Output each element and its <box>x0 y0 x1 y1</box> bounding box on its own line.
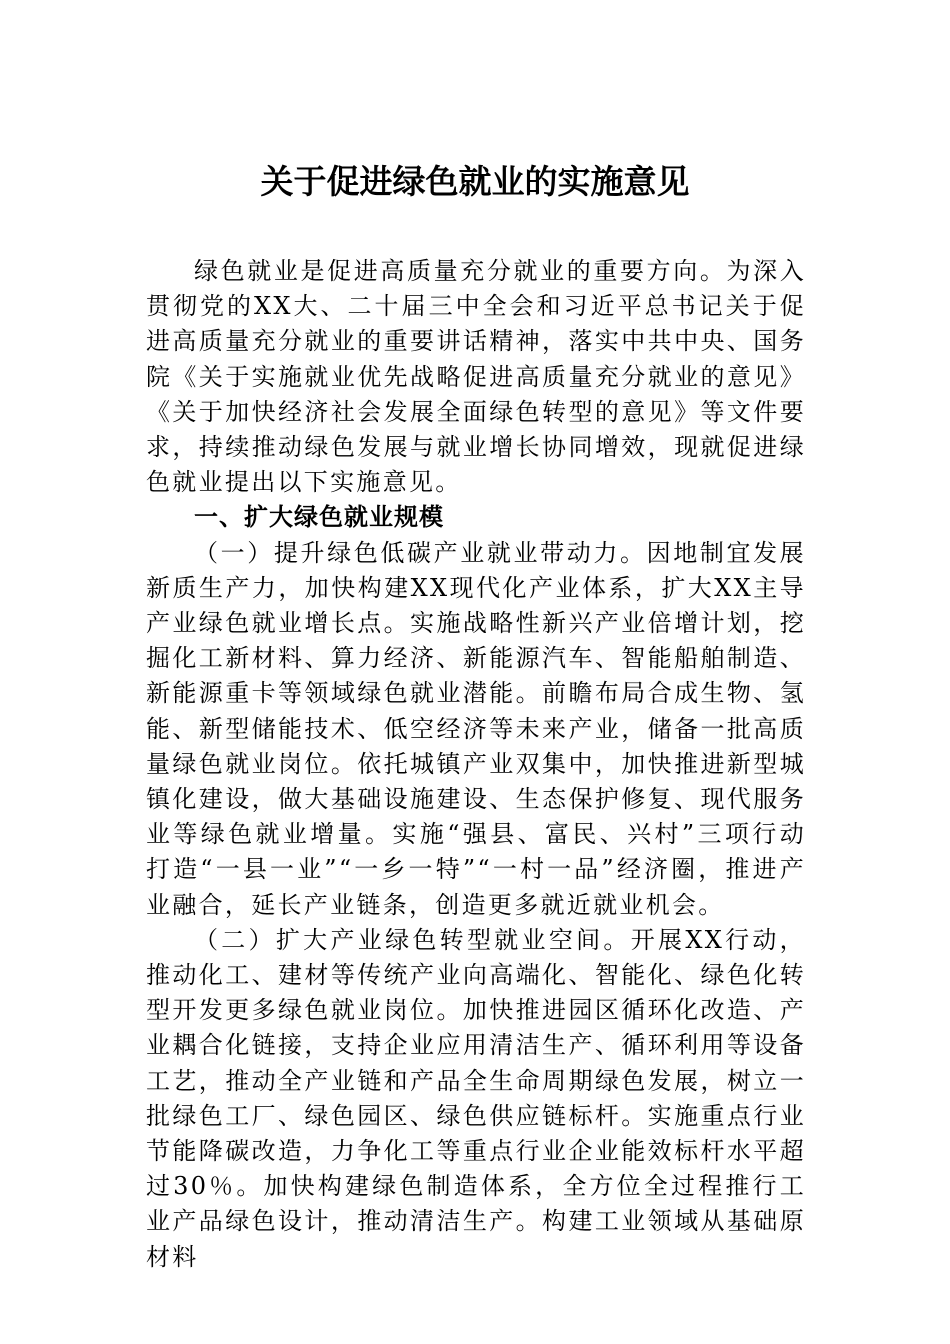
document-title: 关于促进绿色就业的实施意见 <box>260 162 690 201</box>
intro-paragraph: 绿色就业是促进高质量充分就业的重要方向。为深入贯彻党的XX大、二十届三中全会和习近平总书记关于促进高质量充分就业的重要讲话精神，落实中共中央、国务院《关于实施就业优先战略促进高质量充分就业的意见》《关于加快经济社会发展全面绿色转型的意见》等文件要求，持续推动绿色发展与就业增长协同增效，现就促进绿色就业提出以下实施意见。 <box>146 257 806 497</box>
item-paragraph-1 <box>146 536 806 923</box>
item-text-2: 开展XX行动，推动化工、建材等传统产业向高端化、智能化、绿色化转型开发更多绿色就业岗位。加快推进园区循环化改造、产业耦合化链接，支持企业应用清洁生产、循环利用等设备工艺，推动全产业链和产品全生命周期绿色发展，树立一批绿色工厂、绿色园区、绿色供应链标杆。实施重点行业节能降碳改造，力争化工等重点行业企业能效标杆水平超过30％。加快构建绿色制造体系，全方位全过程推行工业产品绿色设计，推动清洁生产。构建工业领域从基础原材料 <box>146 925 806 1271</box>
item-lead-1: （一）提升绿色低碳产业就业带动力。 <box>194 538 647 567</box>
item-paragraph-2 <box>146 923 806 1275</box>
item-lead-2: （二）扩大产业绿色转型就业空间。 <box>194 925 631 954</box>
section-heading: 一、扩大绿色就业规模 <box>194 503 444 532</box>
item-text-1: 因地制宜发展新质生产力，加快构建XX现代化产业体系，扩大XX主导产业绿色就业增长点。实施战略性新兴产业倍增计划，挖掘化工新材料、算力经济、新能源汽车、智能船舶制造、新能源重卡等领域绿色就业潜能。前瞻布局合成生物、氢能、新型储能技术、低空经济等未来产业，储备一批高质量绿色就业岗位。依托城镇产业双集中，加快推进新型城镇化建设，做大基础设施建设、生态保护修复、现代服务业等绿色就业增量。实施“强县、富民、兴村”三项行动打造“一县一业”“一乡一特”“一村一品”经济圈，推进产业融合，延长产业链条，创造更多就近就业机会。 <box>146 538 806 919</box>
document-body <box>146 254 806 1275</box>
